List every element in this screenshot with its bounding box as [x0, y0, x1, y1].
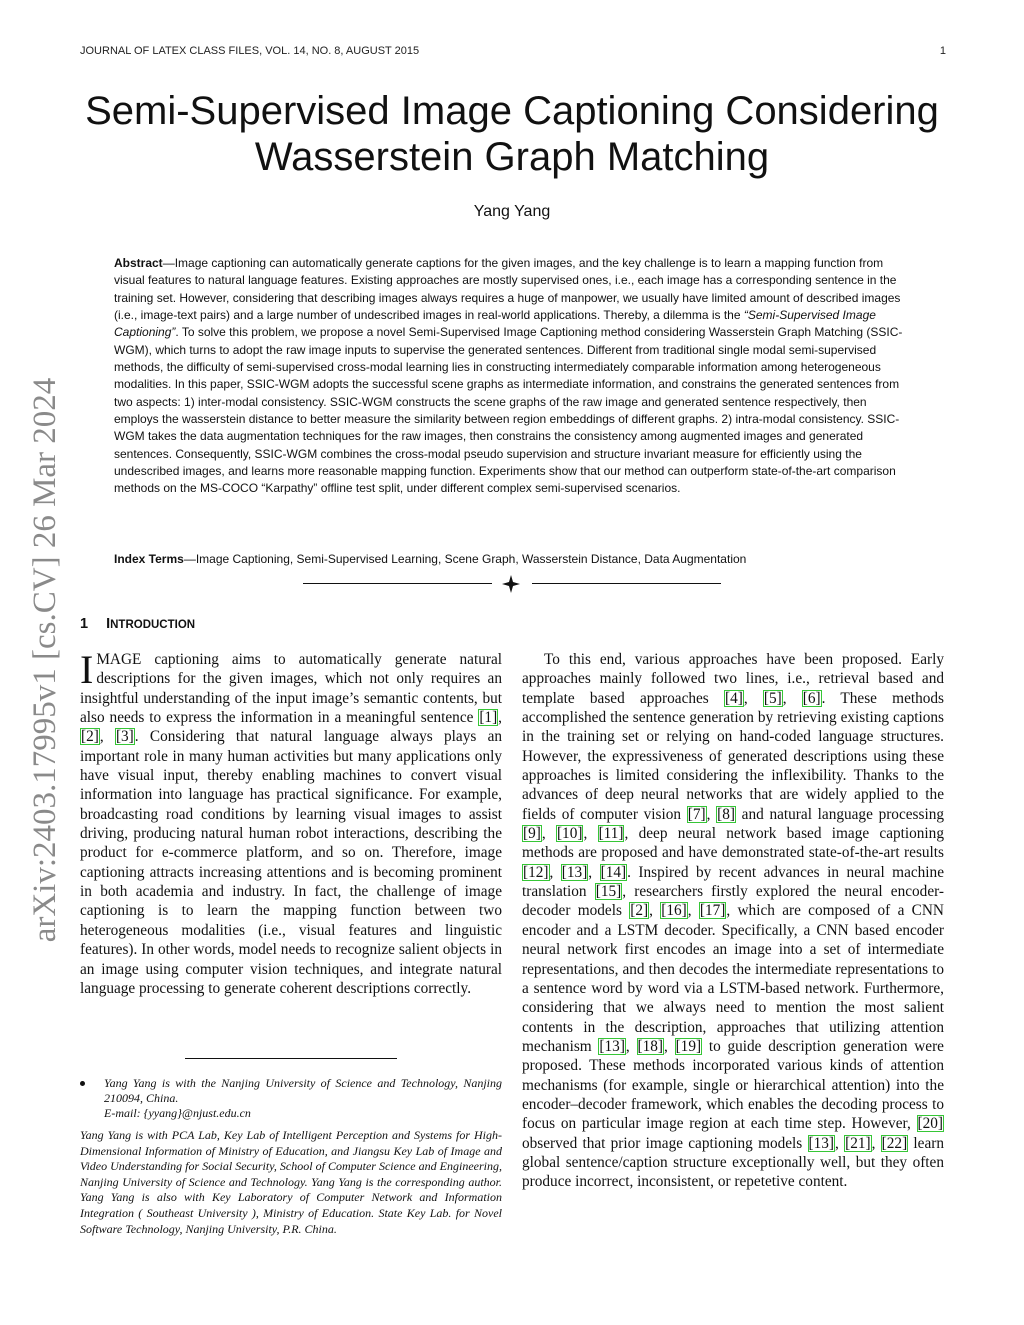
index-terms	[114, 551, 910, 568]
index-terms-label: Index Terms	[114, 552, 184, 566]
abstract-emphasis: “Semi-Supervised Image Captioning”	[114, 308, 876, 340]
four-point-star-icon	[500, 574, 522, 594]
citation-link[interactable]: [11]	[598, 825, 624, 843]
body-text: ,	[583, 825, 598, 843]
citation-link[interactable]: [19]	[675, 1037, 702, 1055]
abstract-label: Abstract	[114, 256, 163, 270]
left-column	[80, 647, 503, 998]
citation-link[interactable]: [13]	[561, 863, 588, 881]
citation-link[interactable]: [3]	[115, 728, 134, 746]
body-text: ,	[782, 689, 802, 707]
citation-link[interactable]: [8]	[717, 805, 735, 823]
footnote-email: E-mail: {yyang}@njust.edu.cn	[104, 1105, 251, 1120]
section-heading	[80, 616, 500, 632]
citation-link[interactable]: [10]	[556, 825, 583, 843]
body-text: to guide description generation were proposed. These methods incorporated various kinds of attention mechanisms (for example, single or hierarchical attention) into the encoder–decoder framework, which enables the decoding process to focus on particular image region at each time step. However,	[522, 1037, 944, 1133]
citation-link[interactable]: [13]	[599, 1037, 625, 1055]
body-text: ,	[588, 863, 600, 881]
body-text: and natural language processing	[735, 805, 944, 823]
citation-link[interactable]: [12]	[523, 863, 549, 881]
body-text: . These methods accomplished the sentence generation by retrieving existing captions in the training set or relying on hand-coded language structures. However, the expressiveness of generated descriptions using these approaches is limited considering the inflexibility. Thanks to the advances of deep neural networks that are widely applied to the fields of computer vision	[522, 689, 945, 823]
running-header	[80, 45, 946, 61]
citation-link[interactable]: [17]	[699, 902, 726, 920]
body-text: ,	[649, 902, 661, 920]
paper-title	[60, 88, 964, 180]
footnote-affiliation	[80, 1076, 502, 1126]
body-text: ,	[541, 825, 556, 843]
section-number: 1	[80, 616, 89, 632]
citation-link[interactable]: [21]	[845, 1134, 871, 1152]
body-text: . Inspired by recent advances in neural machine translation	[522, 863, 944, 901]
citation-link[interactable]: [13]	[808, 1134, 835, 1152]
citation-link[interactable]: [22]	[881, 1134, 908, 1152]
separator-rule-right	[532, 583, 721, 584]
separator-rule-left	[303, 583, 492, 584]
body-text: captioning aims to automatically generate natural descriptions for the given images, which not only requires an insightful understanding of the input image’s semantic contents, but also needs to express the information in a meaningful sentence	[80, 651, 502, 727]
footnote-rule	[185, 1058, 397, 1059]
small-caps-word: MAGE	[96, 651, 142, 668]
footnote-affiliation-line: Yang Yang is with the Nanjing University of Science and Technology, Nanjing 210094, China.	[104, 1076, 502, 1105]
body-text: ,	[549, 863, 561, 881]
body-text: ,	[835, 1134, 845, 1152]
section-title-first: I	[106, 616, 111, 632]
section-title-rest: NTRODUCTION	[110, 619, 196, 631]
title-line-1: Semi-Supervised Image Captioning Considering	[85, 89, 939, 133]
citation-link[interactable]: [14]	[600, 863, 627, 881]
index-terms-text: —Image Captioning, Semi-Supervised Learning, Scene Graph, Wasserstein Distance, Data Augmentation	[183, 552, 747, 566]
citation-link[interactable]: [9]	[523, 825, 541, 843]
right-column	[522, 650, 944, 1192]
body-text: To this end, various approaches have been proposed. Early approaches mainly followed two lines, i.e., retrieval based and template based approaches	[522, 651, 944, 707]
citation-link[interactable]: [5]	[763, 689, 782, 707]
body-text: ,	[687, 902, 699, 920]
body-text: . Considering that natural language always plays an important role in many human activities but many applications only have visual input, thereby enabling machines to convert visual information into language has practical significance. For example, broadcasting road conditions by learning visual images to assist driving, producing natural human robot interactions, describing the product for e-commerce platform, and so on. Therefore, image captioning attracts increasing attentions and is becoming prominent in both academia and industry. In fact, the challenge of image captioning is to learn the mapping function between two heterogeneous modalities (i.e., visual features and linguistic features). In other words, model needs to recognize salient objects in an image using computer vision techniques, and integrate natural language processing to generate coherent descriptions correctly.	[80, 728, 503, 997]
citation-link[interactable]: [6]	[802, 689, 821, 707]
citation-link[interactable]: [2]	[81, 728, 99, 746]
body-text: , researchers firstly explored the neural encoder-decoder models	[522, 883, 944, 920]
citation-link[interactable]: [16]	[661, 902, 687, 920]
body-text: learn global sentence/caption structure exceptionally well, but they often produce incorrect, inconsistent, or repetetive content.	[522, 1134, 944, 1191]
citation-link[interactable]: [18]	[637, 1037, 663, 1055]
body-text: , which are composed of a CNN encoder and a LSTM decoder. Specifically, a CNN based encoder neural network first encodes an image into a set of intermediate representations, and then decodes the intermediate representations to a sentence word by word via a LSTM-based network. Furthermore, considering that we always need to mention the most salient contents in the description, approaches that utilizing attention mechanism	[522, 902, 944, 1055]
abstract	[114, 255, 910, 498]
arxiv-stamp: arXiv:2403.17995v1 [cs.CV] 26 Mar 2024	[27, 377, 63, 943]
citation-link[interactable]: [2]	[630, 902, 649, 920]
citation-link[interactable]: [1]	[479, 709, 498, 727]
body-text: ,	[498, 709, 502, 727]
body-text: ,	[871, 1134, 881, 1152]
body-text: ,	[664, 1037, 675, 1055]
footnote-note: Yang Yang is with PCA Lab, Key Lab of Intelligent Perception and Systems for High-Dimensional Information of Ministry of Education, and Jiangsu Key Lab of Image and Video Understanding for Social Security, School of Computer Science and Engineering, Nanjing University of Science and Technology. Yang Yang is the corresponding author. Yang Yang is also with Key Laboratory of Computer Network and Information Integration ( Southeast University ), Ministry of Education. State Key Lab. for Novel Software Technology, Nanjing University, P.R. China.	[80, 1128, 502, 1236]
citation-link[interactable]: [15]	[595, 883, 622, 901]
body-text: ,	[99, 728, 115, 746]
page-number: 1	[939, 45, 946, 57]
bullet-dot	[80, 1081, 85, 1086]
citation-link[interactable]: [7]	[687, 805, 706, 823]
body-text: ,	[706, 805, 717, 823]
abstract-text-a: —Image captioning can automatically generate captions for the given images, and the key challenge is to learn a mapping function from visual features to natural language features. Existing approaches are mostly supervised ones, i.e., each image has a corresponding sentence in the training set. However, considering that describing images always requires a huge of manpower, we usually have limited amount of described images (i.e., image-text pairs) and a large number of undescribed images in real-world applications. Thereby, a dilemma is the	[114, 256, 901, 323]
body-text: , deep neural network based image captioning methods are proposed and have demonstrated state-of-the-art results	[522, 825, 944, 862]
abstract-text-b: . To solve this problem, we propose a novel Semi-Supervised Image Captioning method considering Wasserstein Graph Matching (SSIC-WGM), which turns to adopt the raw image inputs to supervise the generated sentences. Different from traditional single modal semi-supervised methods, the difficulty of semi-supervised cross-modal learning lies in constructing intermediately comparable information among heterogeneous modalities. In this paper, SSIC-WGM adopts the successful scene graphs as intermediate information, and constrains the generated sentences from two aspects: 1) inter-modal consistency. SSIC-WGM constructs the scene graphs of the raw image and generated sentence respectively, then employs the wasserstein distance to better measure the similarity between region embeddings of different graphs. 2) intra-modal consistency. SSIC-WGM takes the data augmentation techniques for the raw images, then constrains the consistency among augmented images and generated sentences. Consequently, SSIC-WGM combines the cross-modal pseudo supervision and structure invariant measure for efficiently using the undescribed images, and learns more reasonable mapping function. Experiments show that our method can outperform state-of-the-art comparison methods on the MS-COCO “Karpathy” offline test split, under different complex semi-supervised scenarios.	[114, 325, 903, 496]
body-text: observed that prior image captioning models	[522, 1134, 808, 1152]
author-name: Yang Yang	[473, 203, 551, 220]
body-text: ,	[625, 1037, 637, 1055]
body-text: ,	[743, 689, 763, 707]
journal-name: JOURNAL OF LATEX CLASS FILES, VOL. 14, NO. 8, AUGUST 2015	[80, 45, 420, 57]
title-line-2: Wasserstein Graph Matching	[254, 135, 770, 179]
drop-cap: I	[80, 647, 94, 692]
citation-link[interactable]: [4]	[724, 689, 743, 707]
citation-link[interactable]: [20]	[917, 1115, 943, 1133]
